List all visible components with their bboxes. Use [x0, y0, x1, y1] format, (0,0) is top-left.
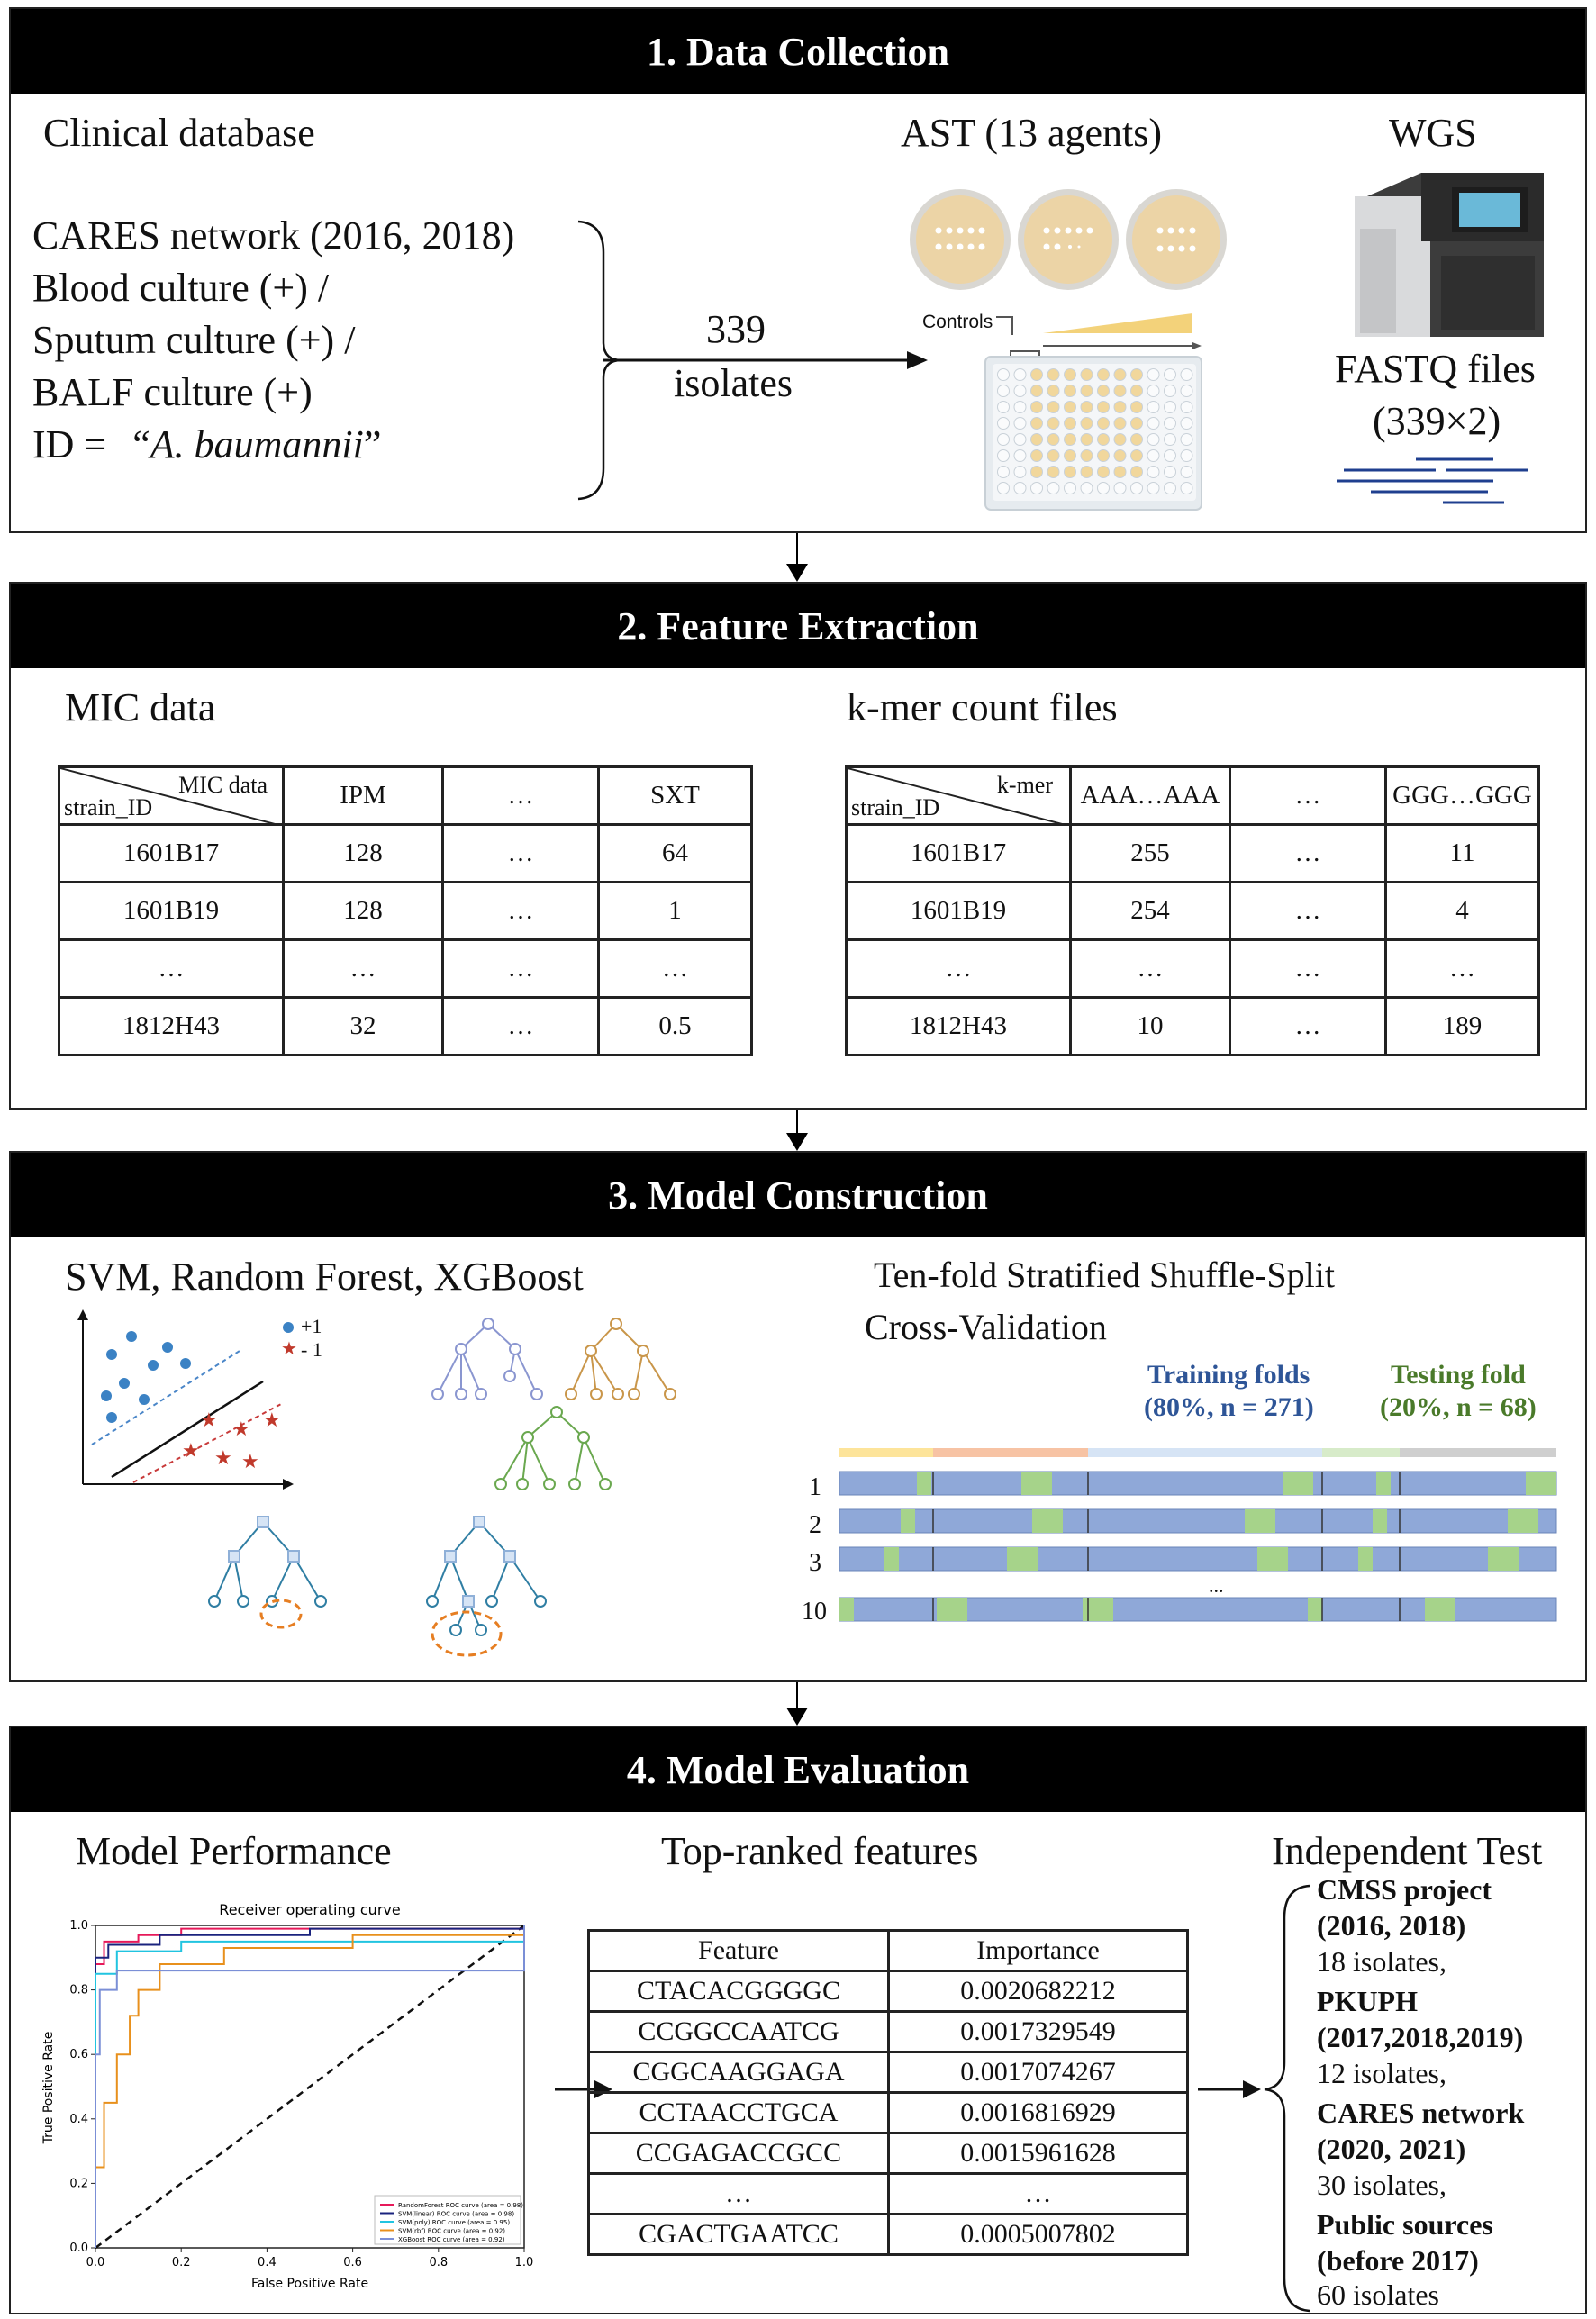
plate-well	[1081, 467, 1093, 478]
kmer-corner-cell	[847, 767, 1071, 825]
plate-well	[1047, 418, 1059, 430]
plate-well	[1181, 483, 1192, 494]
roc-xlabel: False Positive Rate	[250, 2277, 369, 2291]
roc-x-tick-label: 1.0	[514, 2256, 534, 2269]
plate-well	[1081, 434, 1093, 446]
fold-ellipsis: ...	[1209, 1574, 1224, 1597]
plate-well	[1131, 434, 1143, 446]
mic-cell: …	[443, 940, 599, 998]
roc-legend-label: RandomForest ROC curve (area = 0.98)	[398, 2202, 523, 2209]
svg-text:★: ★	[281, 1337, 297, 1359]
plate-well	[1081, 450, 1093, 462]
plate-well	[998, 418, 1010, 430]
feature-cell: …	[889, 2174, 1188, 2215]
roc-y-tick-label: 0.0	[69, 2242, 88, 2255]
test-segment	[917, 1472, 931, 1495]
mic-table	[58, 765, 753, 1056]
plate-well	[1081, 369, 1093, 381]
roc-legend-label: XGBoost ROC curve (area = 0.92)	[398, 2236, 505, 2243]
plate-well	[1081, 385, 1093, 397]
plate-well	[1014, 385, 1026, 397]
independent-item-name: CMSS project	[1317, 1873, 1492, 1906]
independent-item-count: 18 isolates,	[1317, 1945, 1446, 1978]
fastq-label: FASTQ files	[1335, 347, 1536, 391]
kmer-cell: …	[1230, 825, 1386, 883]
plate-well	[1065, 369, 1076, 381]
microplate-icon	[984, 306, 1218, 522]
testing-label-line-2: (20%, n = 68)	[1380, 1392, 1537, 1422]
random-forest-trees	[425, 1313, 713, 1511]
roc-legend-label: SVM(poly) ROC curve (area = 0.95)	[398, 2219, 511, 2226]
legend-positive: +1	[301, 1315, 322, 1337]
isolates-arrow-head	[907, 351, 928, 369]
plate-well	[1098, 483, 1110, 494]
plate-well	[998, 467, 1010, 478]
svg-text:★: ★	[232, 1418, 250, 1441]
plate-well	[1147, 434, 1159, 446]
kmer-cell: 189	[1386, 998, 1539, 1055]
training-label-line-1: Training folds	[1147, 1360, 1310, 1390]
kmer-cell: …	[1230, 940, 1386, 998]
test-segment	[1308, 1598, 1322, 1621]
clinical-line: Sputum culture (+) /	[32, 318, 356, 362]
species-id-prefix: ID =	[32, 422, 117, 467]
test-segment	[901, 1509, 915, 1533]
plate-well	[998, 450, 1010, 462]
plate-well	[1114, 434, 1126, 446]
mic-cell: 1601B19	[59, 883, 284, 940]
plate-well	[1131, 450, 1143, 462]
test-segment	[839, 1598, 854, 1621]
petri-dish-1	[910, 189, 1011, 290]
feature-header: Feature	[589, 1931, 889, 1971]
fold-label: 10	[802, 1598, 827, 1626]
models-title: SVM, Random Forest, XGBoost	[65, 1255, 584, 1299]
panel-title: 1. Data Collection	[11, 9, 1585, 94]
mic-cell: 128	[284, 825, 443, 883]
independent-item-count: 12 isolates,	[1317, 2057, 1446, 2089]
species-name: A. baumannii	[150, 422, 364, 467]
plate-well	[1114, 483, 1126, 494]
test-segment	[1257, 1547, 1288, 1571]
kmer-cell: 4	[1386, 883, 1539, 940]
svg-text:★: ★	[182, 1440, 200, 1463]
mic-cell: 1812H43	[59, 998, 284, 1055]
feature-cell: 0.0017074267	[889, 2052, 1188, 2093]
fold-label: 3	[809, 1549, 821, 1577]
plate-well	[1047, 385, 1059, 397]
arrow-down-1	[796, 533, 798, 580]
fold-bar	[839, 1472, 1556, 1495]
plate-well	[1031, 483, 1043, 494]
plate-well	[1114, 450, 1126, 462]
roc-y-tick-label: 1.0	[69, 1919, 88, 1933]
plate-well	[998, 402, 1010, 413]
feature-cell: 0.0016816929	[889, 2093, 1188, 2133]
test-segment	[1032, 1509, 1063, 1533]
kmer-cell: …	[1071, 940, 1230, 998]
plate-well	[1031, 369, 1043, 381]
panel-title: 4. Model Evaluation	[11, 1727, 1585, 1812]
mic-cell: …	[599, 940, 752, 998]
performance-title: Model Performance	[76, 1829, 392, 1873]
plate-well	[1131, 418, 1143, 430]
plate-well	[1181, 434, 1192, 446]
test-segment	[1376, 1472, 1391, 1495]
svg-text:★: ★	[241, 1451, 259, 1473]
plate-well	[1114, 418, 1126, 430]
plate-well	[1147, 385, 1159, 397]
plate-well	[998, 369, 1010, 381]
plate-well	[1014, 483, 1026, 494]
mic-header: …	[443, 767, 599, 825]
independent-item-years: (2020, 2021)	[1317, 2133, 1466, 2165]
mic-header: IPM	[284, 767, 443, 825]
clinical-line: BALF culture (+)	[32, 370, 313, 414]
plate-well	[1014, 402, 1026, 413]
plate-well	[1081, 418, 1093, 430]
kmer-header: AAA…AAA	[1071, 767, 1230, 825]
cv-folds-diagram	[839, 1448, 1560, 1673]
feature-cell: CCTAACCTGCA	[589, 2093, 889, 2133]
roc-x-tick-label: 0.2	[171, 2256, 191, 2269]
mic-corner-bottom: strain_ID	[64, 794, 153, 820]
feature-cell: CTACACGGGGC	[589, 1971, 889, 2012]
features-table	[587, 1929, 1189, 2256]
mic-cell: …	[443, 998, 599, 1055]
plate-well	[1147, 369, 1159, 381]
roc-x-tick-label: 0.8	[429, 2256, 449, 2269]
kmer-cell: 254	[1071, 883, 1230, 940]
wgs-title: WGS	[1389, 111, 1477, 155]
cv-title-line-1: Ten-fold Stratified Shuffle-Split	[874, 1255, 1335, 1295]
mic-cell: 64	[599, 825, 752, 883]
plate-well	[1147, 450, 1159, 462]
plate-well	[1014, 369, 1026, 381]
kmer-cell: 11	[1386, 825, 1539, 883]
plate-well	[1031, 450, 1043, 462]
test-segment	[1508, 1509, 1538, 1533]
plate-well	[1181, 450, 1192, 462]
fold-bar	[839, 1547, 1556, 1571]
independent-item-count: 30 isolates,	[1317, 2169, 1446, 2201]
roc-y-tick-label: 0.6	[69, 2048, 88, 2062]
test-segment	[1021, 1472, 1052, 1495]
independent-title: Independent Test	[1272, 1829, 1543, 1873]
plate-well	[1014, 467, 1026, 478]
feature-cell: CGACTGAATCC	[589, 2215, 889, 2255]
kmer-title: k-mer count files	[847, 685, 1118, 729]
feature-cell: CCGAGACCGCC	[589, 2133, 889, 2174]
kmer-cell: 10	[1071, 998, 1230, 1055]
roc-title: Receiver operating curve	[219, 1901, 401, 1918]
plate-well	[1014, 418, 1026, 430]
roc-x-tick-label: 0.6	[343, 2256, 362, 2269]
plate-well	[1081, 483, 1093, 494]
roc-legend-label: SVM(linear) ROC curve (area = 0.98)	[398, 2210, 515, 2218]
training-label-line-2: (80%, n = 271)	[1144, 1392, 1314, 1422]
fold-bar	[839, 1509, 1556, 1533]
roc-ylabel: True Positive Rate	[41, 2031, 56, 2144]
feature-header: Importance	[889, 1931, 1188, 1971]
plate-well	[1147, 467, 1159, 478]
gradient-wedge	[1043, 313, 1192, 333]
plate-well	[1047, 402, 1059, 413]
kmer-cell: …	[1230, 883, 1386, 940]
plate-well	[1047, 369, 1059, 381]
plate-well	[1114, 467, 1126, 478]
plate-well	[1131, 483, 1143, 494]
plate-well	[1114, 385, 1126, 397]
feature-cell: 0.0005007802	[889, 2215, 1188, 2255]
plate-well	[1181, 369, 1192, 381]
isolates-label: isolates	[674, 361, 793, 405]
independent-item-count: 60 isolates	[1317, 2278, 1439, 2311]
svg-text:★: ★	[214, 1447, 232, 1470]
plate-well	[1047, 467, 1059, 478]
roc-y-tick-label: 0.4	[69, 2112, 88, 2126]
test-segment	[1245, 1509, 1275, 1533]
class-color-strip	[839, 1448, 1556, 1457]
fastq-count: (339×2)	[1373, 399, 1501, 443]
arrow-down-3	[796, 1682, 798, 1724]
plate-well	[1098, 385, 1110, 397]
plate-well	[1131, 385, 1143, 397]
panel-title: 2. Feature Extraction	[11, 584, 1585, 668]
roc-x-tick-label: 0.4	[258, 2256, 277, 2269]
kmer-corner-top: k-mer	[996, 772, 1053, 798]
test-segment	[1358, 1547, 1373, 1571]
test-segment	[1083, 1598, 1113, 1621]
petri-dish-3	[1126, 189, 1227, 290]
plate-well	[1181, 402, 1192, 413]
panel-data-collection	[9, 7, 1587, 533]
plate-well	[1081, 402, 1093, 413]
plate-well	[1147, 418, 1159, 430]
petri-dish-2	[1018, 189, 1119, 290]
plate-well	[1114, 369, 1126, 381]
sequencer-icon	[1333, 169, 1549, 340]
plate-well	[1065, 385, 1076, 397]
feature-cell: CGGCAAGGAGA	[589, 2052, 889, 2093]
plate-well	[1031, 434, 1043, 446]
plate-well	[1031, 402, 1043, 413]
legend-negative: - 1	[301, 1338, 322, 1361]
feature-cell: 0.0017329549	[889, 2012, 1188, 2052]
feature-cell: CCGGCCAATCG	[589, 2012, 889, 2052]
roc-legend-label: SVM(rbf) ROC curve (area = 0.92)	[398, 2227, 506, 2235]
ast-title: AST (13 agents)	[901, 111, 1163, 155]
independent-item-name: Public sources	[1317, 2208, 1493, 2241]
test-segment	[1526, 1472, 1556, 1495]
plate-well	[1098, 450, 1110, 462]
test-segment	[1425, 1598, 1455, 1621]
panel-title: 3. Model Construction	[11, 1153, 1585, 1237]
plate-well	[1181, 385, 1192, 397]
fold-label: 2	[809, 1511, 821, 1539]
plate-well	[1065, 418, 1076, 430]
plate-well	[1098, 434, 1110, 446]
plate-well	[1147, 402, 1159, 413]
independent-item-name: PKUPH	[1317, 1985, 1418, 2017]
plate-well	[1114, 402, 1126, 413]
plate-well	[1065, 402, 1076, 413]
plate-well	[1165, 483, 1176, 494]
feature-cell: 0.0015961628	[889, 2133, 1188, 2174]
features-title: Top-ranked features	[661, 1829, 979, 1873]
test-segment	[1007, 1547, 1038, 1571]
plate-well	[1181, 467, 1192, 478]
independent-item-name: CARES network	[1317, 2097, 1525, 2129]
test-segment	[1283, 1472, 1313, 1495]
kmer-cell: 1812H43	[847, 998, 1071, 1055]
clinical-line: CARES network (2016, 2018)	[32, 213, 515, 258]
plate-well	[1165, 450, 1176, 462]
plate-well	[1014, 450, 1026, 462]
plate-well	[1165, 434, 1176, 446]
plate-well	[1031, 467, 1043, 478]
plate-well	[1098, 467, 1110, 478]
mic-cell: 32	[284, 998, 443, 1055]
plate-well	[1131, 369, 1143, 381]
kmer-cell: 255	[1071, 825, 1230, 883]
roc-y-tick-label: 0.2	[69, 2177, 88, 2191]
kmer-header: …	[1230, 767, 1386, 825]
mic-cell: 128	[284, 883, 443, 940]
plate-well	[998, 483, 1010, 494]
xgboost-trees	[207, 1513, 567, 1684]
plate-well	[1098, 369, 1110, 381]
plate-well	[998, 385, 1010, 397]
plate-well	[1065, 483, 1076, 494]
feature-cell: 0.0020682212	[889, 1971, 1188, 2012]
panel-model-evaluation	[9, 1726, 1587, 2314]
test-segment	[884, 1547, 899, 1571]
plate-well	[1165, 418, 1176, 430]
isolates-count: 339	[706, 307, 766, 351]
kmer-table	[845, 765, 1540, 1056]
kmer-header: GGG…GGG	[1386, 767, 1539, 825]
roc-chart	[34, 1898, 548, 2295]
test-segment	[1373, 1509, 1387, 1533]
mic-cell: 1601B17	[59, 825, 284, 883]
mic-cell: …	[284, 940, 443, 998]
mic-corner-top: MIC data	[178, 772, 268, 798]
cv-title-line-2: Cross-Validation	[865, 1307, 1107, 1347]
species-id: ID = “A. baumannii”	[32, 422, 382, 467]
kmer-cell: …	[1230, 998, 1386, 1055]
test-segment	[937, 1598, 967, 1621]
plate-well	[1147, 483, 1159, 494]
test-segment	[1488, 1547, 1519, 1571]
reads-icon	[1335, 456, 1533, 510]
plate-well	[1131, 402, 1143, 413]
clinical-line: Blood culture (+) /	[32, 266, 330, 310]
fold-label: 1	[809, 1473, 821, 1501]
independent-item-years: (before 2017)	[1317, 2244, 1479, 2277]
plate-well	[1065, 467, 1076, 478]
panel-model-construction	[9, 1151, 1587, 1682]
petri-dishes-icon	[908, 186, 1232, 295]
arrow-down-2	[796, 1110, 798, 1149]
independent-brace	[1259, 1882, 1313, 2314]
kmer-cell: …	[1386, 940, 1539, 998]
svg-text:★: ★	[200, 1409, 218, 1432]
mic-cell: …	[59, 940, 284, 998]
feature-cell: …	[589, 2174, 889, 2215]
kmer-corner-bottom: strain_ID	[851, 794, 940, 820]
plate-well	[1098, 418, 1110, 430]
plate-well	[1131, 467, 1143, 478]
kmer-cell: 1601B19	[847, 883, 1071, 940]
plate-well	[1014, 434, 1026, 446]
independent-item-years: (2017,2018,2019)	[1317, 2021, 1524, 2053]
mic-data-title: MIC data	[65, 685, 216, 729]
plate-well	[1047, 434, 1059, 446]
roc-x-tick-label: 0.0	[86, 2256, 105, 2269]
roc-y-tick-label: 0.8	[69, 1983, 88, 1997]
plate-well	[1047, 483, 1059, 494]
plate-well	[1047, 450, 1059, 462]
plate-well	[1065, 434, 1076, 446]
testing-label-line-1: Testing fold	[1391, 1360, 1526, 1390]
mic-cell: …	[443, 825, 599, 883]
plate-well	[1165, 467, 1176, 478]
plate-well	[1098, 402, 1110, 413]
plate-well	[1181, 418, 1192, 430]
plate-well	[1031, 418, 1043, 430]
plate-well	[1165, 369, 1176, 381]
controls-label: Controls	[922, 312, 993, 332]
plate-well	[1165, 402, 1176, 413]
plate-well	[1031, 385, 1043, 397]
svg-text:★: ★	[263, 1409, 281, 1432]
panel-feature-extraction	[9, 582, 1587, 1110]
independent-item-years: (2016, 2018)	[1317, 1909, 1466, 1942]
arrow-right-2	[1198, 2079, 1261, 2100]
clinical-database-title: Clinical database	[43, 111, 315, 155]
kmer-cell: 1601B17	[847, 825, 1071, 883]
plate-well	[998, 434, 1010, 446]
mic-cell: 1	[599, 883, 752, 940]
mic-cell: …	[443, 883, 599, 940]
plate-well	[1065, 450, 1076, 462]
mic-header: SXT	[599, 767, 752, 825]
mic-corner-cell	[59, 767, 284, 825]
plate-well	[1165, 385, 1176, 397]
kmer-cell: …	[847, 940, 1071, 998]
mic-cell: 0.5	[599, 998, 752, 1055]
